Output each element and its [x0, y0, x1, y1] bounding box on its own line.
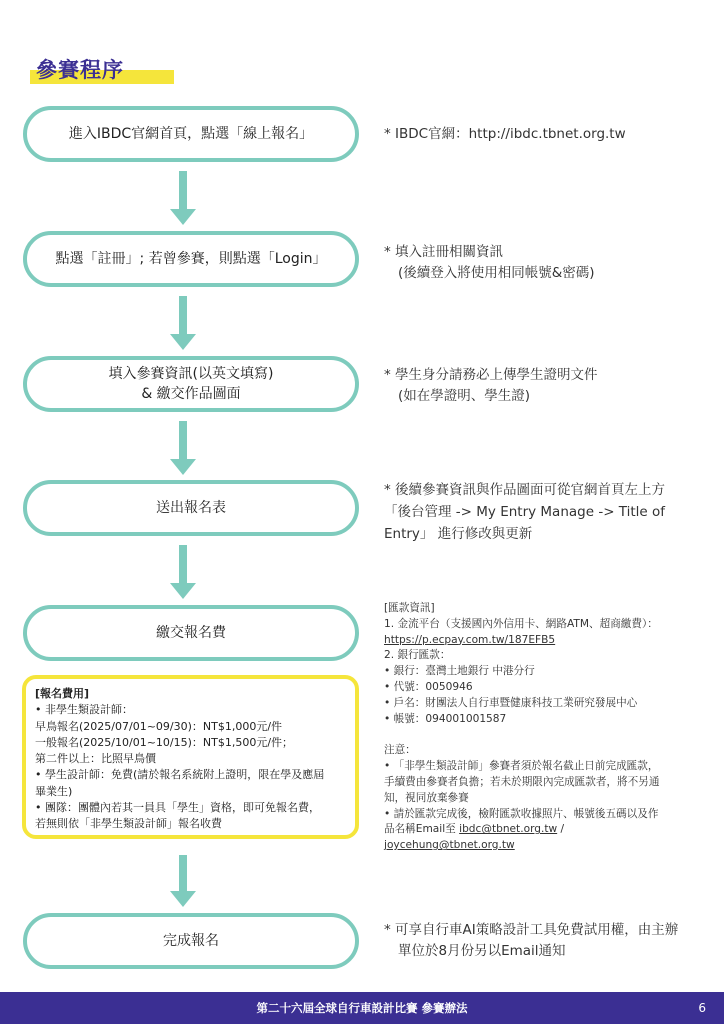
email-link-ibdc[interactable]: ibdc@tbnet.org.tw: [459, 823, 558, 836]
fee-line: 早鳥報名(2025/07/01~09/30)：NT$1,000元/件: [35, 719, 283, 733]
step-4: [23, 480, 359, 536]
fee-line: 一般報名(2025/10/01~10/15)：NT$1,500元/件；: [35, 735, 294, 749]
step-5: [23, 605, 359, 661]
step-4-line: 送出報名表: [156, 500, 226, 516]
footer-title: 第二十六屆全球自行車設計比賽 參賽辦法: [256, 1001, 468, 1015]
step-2-line: 點選「註冊」; 若曾參賽，則點選「Login」: [55, 251, 327, 267]
note-5: [384, 920, 704, 962]
platform-link[interactable]: https://p.ecpay.com.tw/187EFB5: [384, 633, 556, 646]
fee-line: 畢業生): [35, 784, 73, 798]
step-3: [23, 356, 359, 412]
flow-arrow-down-icon: [173, 545, 193, 601]
step-2: [23, 231, 359, 287]
note-4-line-3: Entry」 進行修改與更新: [384, 526, 533, 542]
note-2-line-1: * 填入註冊相關資訊: [384, 244, 504, 260]
flow-arrow-down-icon: [173, 171, 193, 227]
fee-line: • 非學生類設計師：: [35, 703, 133, 717]
step-3-line-2: & 繳交作品圖面: [141, 386, 241, 402]
email-separator: /: [557, 823, 565, 836]
flow-arrow-down-icon: [173, 296, 193, 352]
step-6-line: 完成報名: [163, 933, 219, 949]
email-link-joycehung[interactable]: joycehung@tbnet.org.tw: [384, 839, 515, 852]
fee-heading: [報名費用]: [35, 687, 90, 700]
notice-line: 知，視同放棄參賽: [384, 791, 469, 804]
payment-heading: [匯款資訊]: [384, 602, 435, 614]
platform-line: 1. 金流平台（支援國內外信用卡、網路ATM、超商繳費）：: [384, 617, 658, 630]
notice-heading: 注意：: [384, 744, 416, 757]
step-1-line: 進入IBDC官網首頁，點選「線上報名」: [68, 126, 314, 142]
footer-bar: [0, 992, 724, 1024]
fee-line: 若無則依「非學生類設計師」報名收費: [35, 817, 222, 831]
flow-arrow-down-icon: [173, 855, 193, 909]
note-3-line-1: * 學生身分請務必上傳學生證明文件: [384, 367, 598, 383]
note-5-line-2: 單位於8月份另以Email通知: [398, 943, 566, 959]
section-title: 參賽程序: [36, 58, 124, 82]
note-2-line-2: (後續登入將使用相同帳號&密碼): [398, 265, 595, 281]
bank-line: • 銀行：臺灣土地銀行 中港分行: [384, 665, 535, 678]
note-4-line-1: * 後續參賽資訊與作品圖面可從官網首頁左上方: [384, 482, 666, 498]
notice-line: 手續費由參賽者負擔；若未於期限內完成匯款者，將不另通: [384, 775, 660, 788]
notice-line: 品名稱Email至: [384, 823, 460, 836]
flow-arrow-down-icon: [173, 421, 193, 477]
note-4: [384, 479, 704, 545]
step-1: [23, 106, 359, 162]
note-3: [384, 365, 704, 407]
bank-line: • 帳號：094001001587: [384, 712, 507, 725]
note-1-line: * IBDC官網：http://ibdc.tbnet.org.tw: [384, 126, 626, 142]
step-3-line-1: 填入參賽資訊(以英文填寫): [108, 366, 274, 382]
step-6: [23, 913, 359, 969]
note-4-line-2: 「後台管理 -> My Entry Manage -> Title of: [384, 504, 666, 520]
fee-line: • 團隊：團體內若其一員具「學生」資格，即可免報名費，: [35, 801, 320, 815]
fee-line: • 學生設計師：免費(請於報名系統附上證明，限在學及應屆: [35, 768, 325, 782]
notice-line: • 請於匯款完成後，檢附匯款收據照片、帳號後五碼以及作: [384, 807, 659, 820]
note-2: [384, 242, 704, 284]
fee-info-box: [22, 675, 359, 839]
step-5-line: 繳交報名費: [156, 625, 226, 641]
note-3-line-2: (如在學證明、學生證): [398, 388, 531, 404]
bank-line: • 代號：0050946: [384, 680, 473, 693]
bank-heading: 2. 銀行匯款：: [384, 649, 451, 662]
page-number: 6: [698, 1001, 706, 1015]
bank-line: • 戶名：財團法人自行車暨健康科技工業研究發展中心: [384, 696, 638, 709]
note-5-line-1: * 可享自行車AI策略設計工具免費試用權，由主辦: [384, 922, 679, 938]
payment-info: [384, 601, 706, 854]
notice-email-line: [384, 822, 706, 838]
notice-line: • 「非學生類設計師」參賽者須於報名截止日前完成匯款，: [384, 760, 659, 773]
section-title-wrap: [36, 54, 124, 84]
note-1: [384, 124, 704, 145]
fee-line: 第二件以上：比照早鳥價: [35, 752, 156, 766]
